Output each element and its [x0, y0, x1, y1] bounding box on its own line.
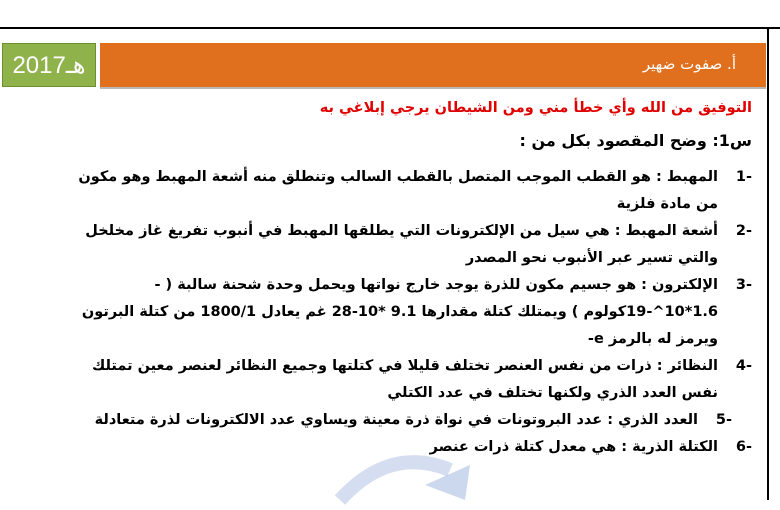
item-text: العدد الذري : عدد البروتونات في نواة ذرة معينة ويساوي عدد الالكترونات لذرة متعادلة [94, 412, 698, 428]
notice-line: التوفيق من الله وأي خطأ مني ومن الشيطان يرجي إبلاغي به [319, 100, 752, 116]
item-text: النظائر : ذرات من نفس العنصر تختلف قليلا في كتلتها وجميع النظائر لعنصر معين تمتلك نفس العدد الذري ولكنها تختلف في عدد الكتلي [92, 358, 718, 401]
list-item [60, 164, 752, 218]
year-badge: 2017هـ [2, 43, 96, 87]
list-item [60, 218, 752, 272]
item-text: الإلكترون : هو جسيم مكون للذرة يوجد خارج نواتها ويحمل وحدة شحنة سالبة ( - 1.6*10^-19كولوم ) ويمتلك كتلة مقدارها 9.1 *10-28 غم يعادل 1800/1 من كتلة البرتون ويرمز له بالرمز e- [81, 277, 718, 347]
list-item [60, 407, 752, 434]
top-rule [0, 27, 780, 29]
item-number: -6 [735, 439, 752, 455]
question-heading: س1: وضح المقصود بكل من : [519, 131, 752, 150]
definitions-list [60, 164, 752, 461]
author-name: أ. صفوت ضهير [642, 55, 736, 73]
item-text: الكتلة الذرية : هي معدل كتلة ذرات عنصر [429, 439, 718, 455]
page-right-border [767, 27, 769, 500]
item-number: -4 [735, 358, 752, 374]
item-text: المهبط : هو القطب الموجب المتصل بالقطب السالب وتنطلق منه أشعة المهبط وهو مكون من مادة فلزية [78, 169, 718, 212]
item-text: أشعة المهبط : هي سيل من الإلكترونات التي يطلقها المهبط في أنبوب تفريغ غاز مخلخل والتي تسير عبر الأنبوب نحو المصدر [85, 223, 718, 266]
item-number: -5 [715, 412, 732, 428]
list-item [60, 272, 752, 353]
item-number: -2 [735, 223, 752, 239]
item-number: -1 [735, 169, 752, 185]
header-bar [100, 43, 766, 87]
document-body [60, 98, 752, 461]
header-underline [100, 87, 766, 89]
item-number: -3 [735, 277, 752, 293]
list-item [60, 353, 752, 407]
